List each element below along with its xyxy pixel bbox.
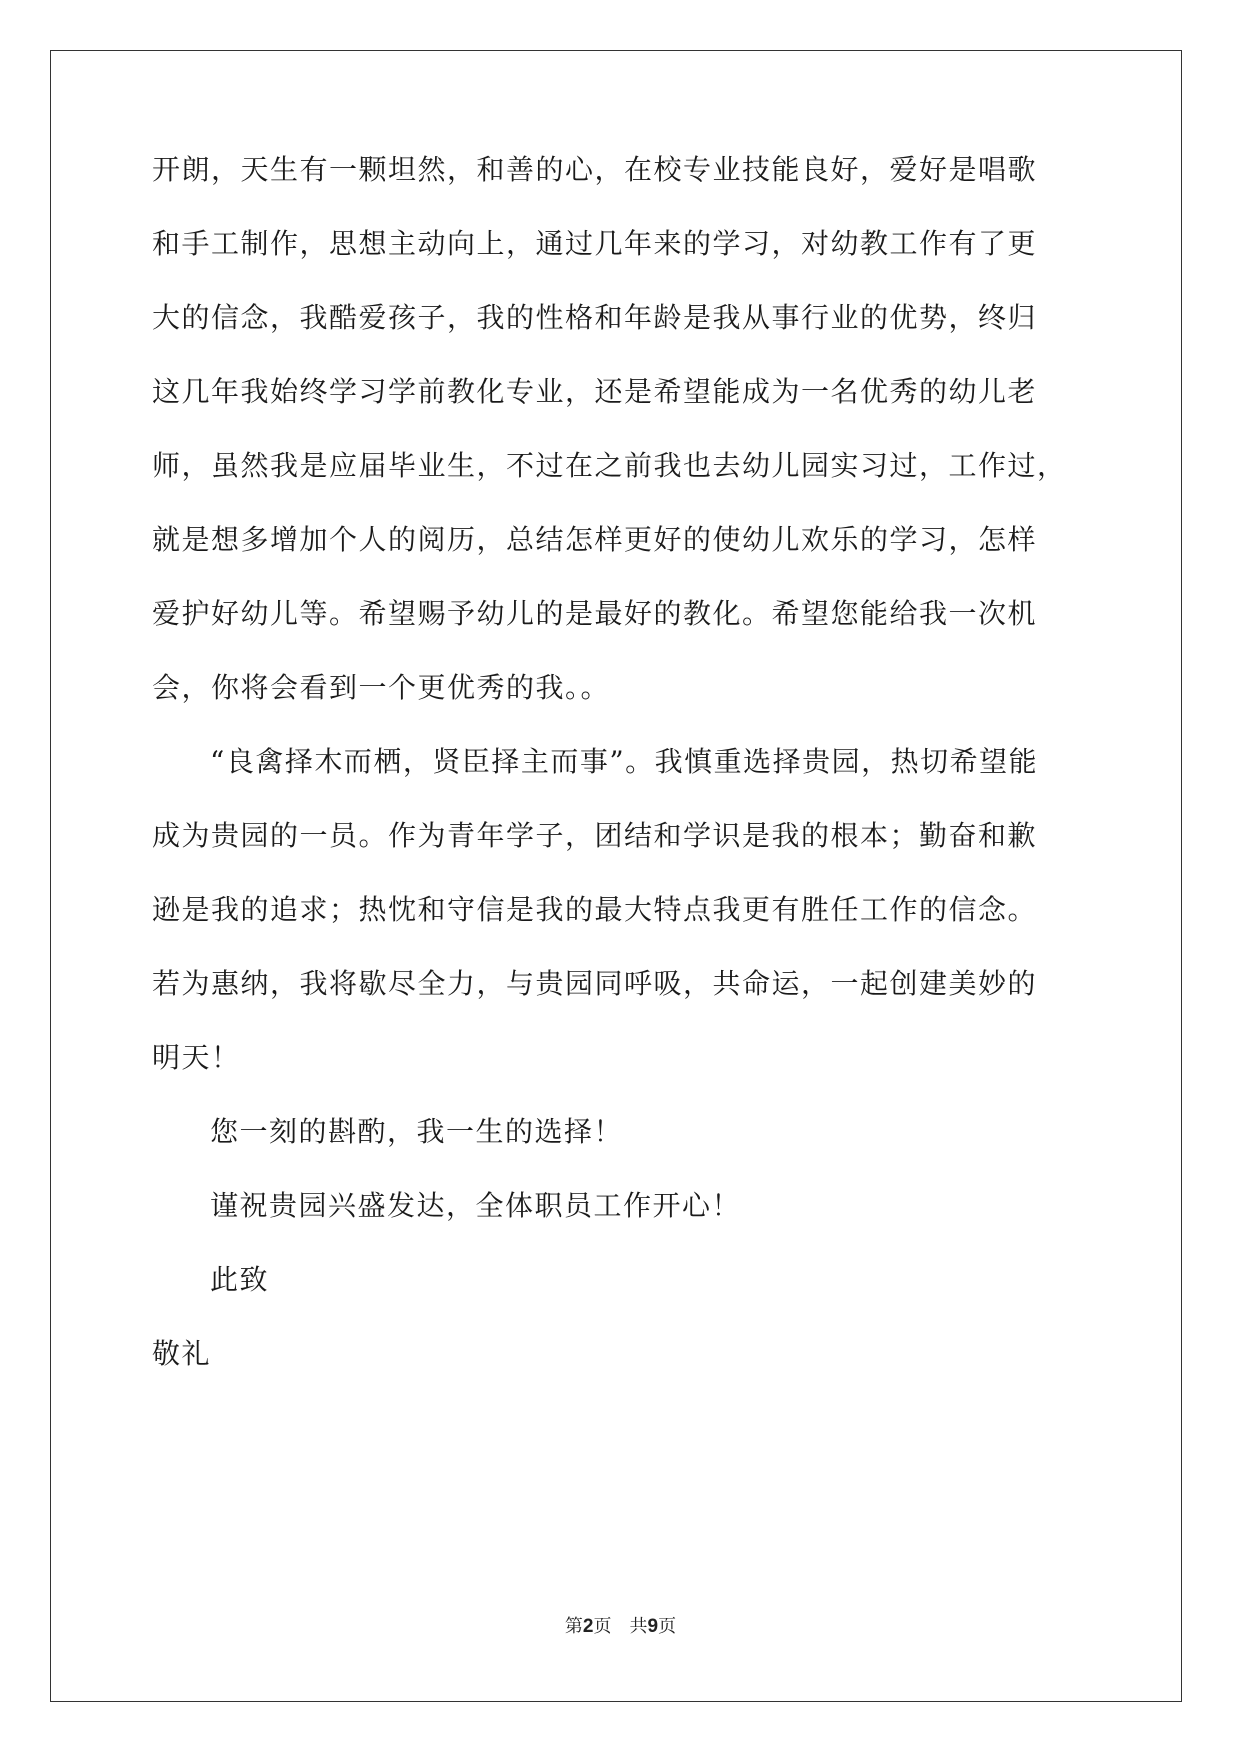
text-line: 明天！ <box>152 1041 241 1074</box>
page-number-footer <box>0 1612 1241 1638</box>
text-line: 这几年我始终学习学前教化专业，还是希望能成为一名优秀的幼儿老 <box>152 375 1038 408</box>
salutation-jingli: 敬礼 <box>152 1337 212 1370</box>
current-page-number: 2 <box>582 1616 594 1637</box>
text-line: 就是想多增加个人的阅历，总结怎样更好的使幼儿欢乐的学习，怎样 <box>152 523 1038 556</box>
page-suffix: 页 <box>658 1616 677 1637</box>
text-line: 逊是我的追求；热忱和守信是我的最大特点我更有胜任工作的信念。 <box>152 893 1038 926</box>
text-line: 和手工制作，思想主动向上，通过几年来的学习，对幼教工作有了更 <box>152 227 1038 260</box>
text-line: 会，你将会看到一个更优秀的我。。 <box>152 671 611 704</box>
text-line: 大的信念，我酷爱孩子，我的性格和年龄是我从事行业的优势，终归 <box>152 301 1038 334</box>
text-line: 爱护好幼儿等。希望赐予幼儿的是最好的教化。希望您能给我一次机 <box>152 597 1038 630</box>
paragraph-start: “良禽择木而栖，贤臣择主而事”。我慎重选择贵园，热切希望能 <box>210 745 1039 778</box>
salutation-cizhi: 此致 <box>210 1263 270 1296</box>
page-mid: 页 共 <box>593 1616 648 1637</box>
text-line: 成为贵园的一员。作为青年学子，团结和学识是我的根本；勤奋和歉 <box>152 819 1038 852</box>
text-line: 若为惠纳，我将歇尽全力，与贵园同呼吸，共命运，一起创建美妙的 <box>152 967 1038 1000</box>
page-prefix: 第 <box>564 1616 583 1637</box>
text-line: 师，虽然我是应届毕业生，不过在之前我也去幼儿园实习过，工作过， <box>152 449 1067 482</box>
closing-line: 您一刻的斟酌，我一生的选择！ <box>210 1115 624 1148</box>
closing-wish: 谨祝贵园兴盛发达，全体职员工作开心！ <box>210 1189 742 1222</box>
text-line: 开朗，天生有一颗坦然，和善的心，在校专业技能良好，爱好是唱歌 <box>152 153 1038 186</box>
total-page-number: 9 <box>647 1616 659 1637</box>
